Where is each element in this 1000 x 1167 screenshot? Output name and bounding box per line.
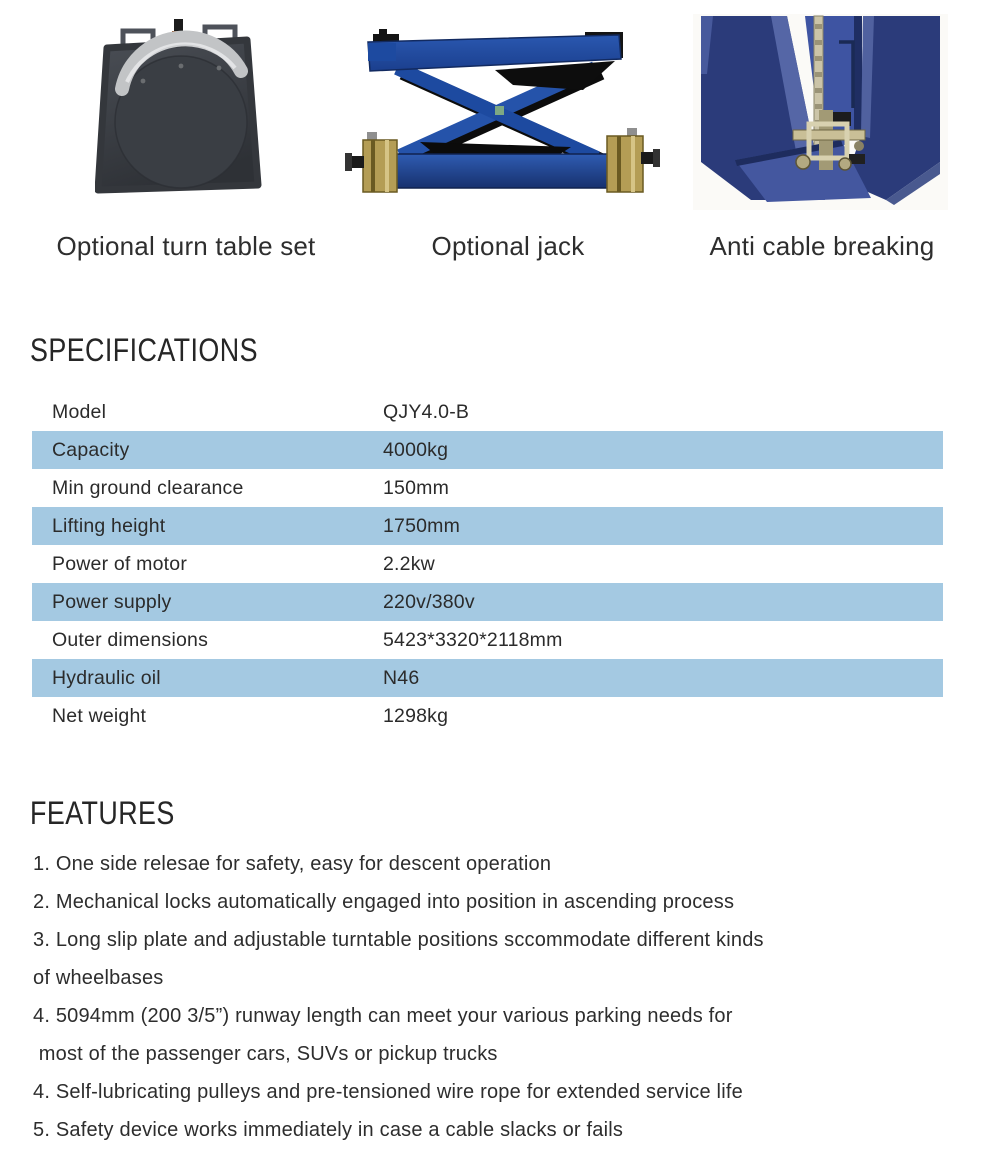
- feature-line: of wheelbases: [33, 967, 164, 989]
- spec-row-capacity: [32, 431, 943, 469]
- caption-anti-cable: Anti cable breaking: [709, 231, 935, 261]
- spec-row-model: [32, 393, 943, 431]
- spec-label: Power of motor: [52, 552, 188, 575]
- turn-table-photo: [95, 18, 265, 208]
- jack-end-block-left: [363, 132, 397, 192]
- feature-line: 3. Long slip plate and adjustable turntable positions sccommodate different kinds: [33, 929, 764, 951]
- spec-label: Power supply: [52, 590, 172, 613]
- feature-line: 2. Mechanical locks automatically engaged into position in ascending process: [33, 891, 735, 913]
- jack-photo: [345, 28, 660, 198]
- spec-label: Min ground clearance: [52, 476, 244, 499]
- caption-turn-table: Optional turn table set: [56, 231, 316, 261]
- feature-line: 4. Self-lubricating pulleys and pre-tensioned wire rope for extended service life: [33, 1081, 743, 1103]
- feature-line: 4. 5094mm (200 3/5”) runway length can meet your various parking needs for: [33, 1005, 733, 1027]
- spec-label: Outer dimensions: [52, 628, 209, 651]
- spec-row-outer-dimensions: [32, 621, 943, 659]
- feature-line: 1. One side relesae for safety, easy for descent operation: [33, 853, 552, 875]
- specifications-table: [32, 393, 943, 735]
- spec-label: Capacity: [52, 438, 130, 461]
- spec-row-hydraulic-oil: [32, 659, 943, 697]
- jack-end-block-right: [607, 128, 643, 192]
- feature-line: 5. Safety device works immediately in case a cable slacks or fails: [33, 1119, 624, 1141]
- jack-pivot: [495, 106, 504, 115]
- spec-label: Lifting height: [52, 514, 166, 537]
- jack-bolt-left: [345, 153, 364, 171]
- jack-bolt-right: [641, 149, 660, 167]
- spec-value: 220v/380v: [383, 590, 475, 613]
- features-heading: FEATURES: [30, 795, 175, 831]
- jack-base: [387, 154, 619, 188]
- spec-label: Net weight: [52, 704, 147, 727]
- features-list: [33, 845, 983, 1149]
- anti-cable-photo: [693, 14, 948, 210]
- spec-row-power-supply: [32, 583, 943, 621]
- spec-value: N46: [383, 666, 420, 689]
- spec-value: 150mm: [383, 476, 450, 499]
- spec-row-net-weight: [32, 697, 943, 735]
- spec-value: 2.2kw: [383, 552, 435, 575]
- feature-line: most of the passenger cars, SUVs or pickup trucks: [33, 1043, 498, 1065]
- spec-row-min-ground-clearance: [32, 469, 943, 507]
- spec-value: 4000kg: [383, 438, 449, 461]
- spec-value: QJY4.0-B: [383, 400, 470, 423]
- spec-value: 5423*3320*2118mm: [383, 628, 563, 651]
- spec-row-power-of-motor: [32, 545, 943, 583]
- spec-label: Hydraulic oil: [52, 666, 161, 689]
- spec-value: 1298kg: [383, 704, 449, 727]
- specifications-heading: SPECIFICATIONS: [30, 332, 258, 368]
- spec-label: Model: [52, 400, 107, 423]
- caption-jack: Optional jack: [431, 231, 585, 261]
- spec-row-lifting-height: [32, 507, 943, 545]
- spec-value: 1750mm: [383, 514, 461, 537]
